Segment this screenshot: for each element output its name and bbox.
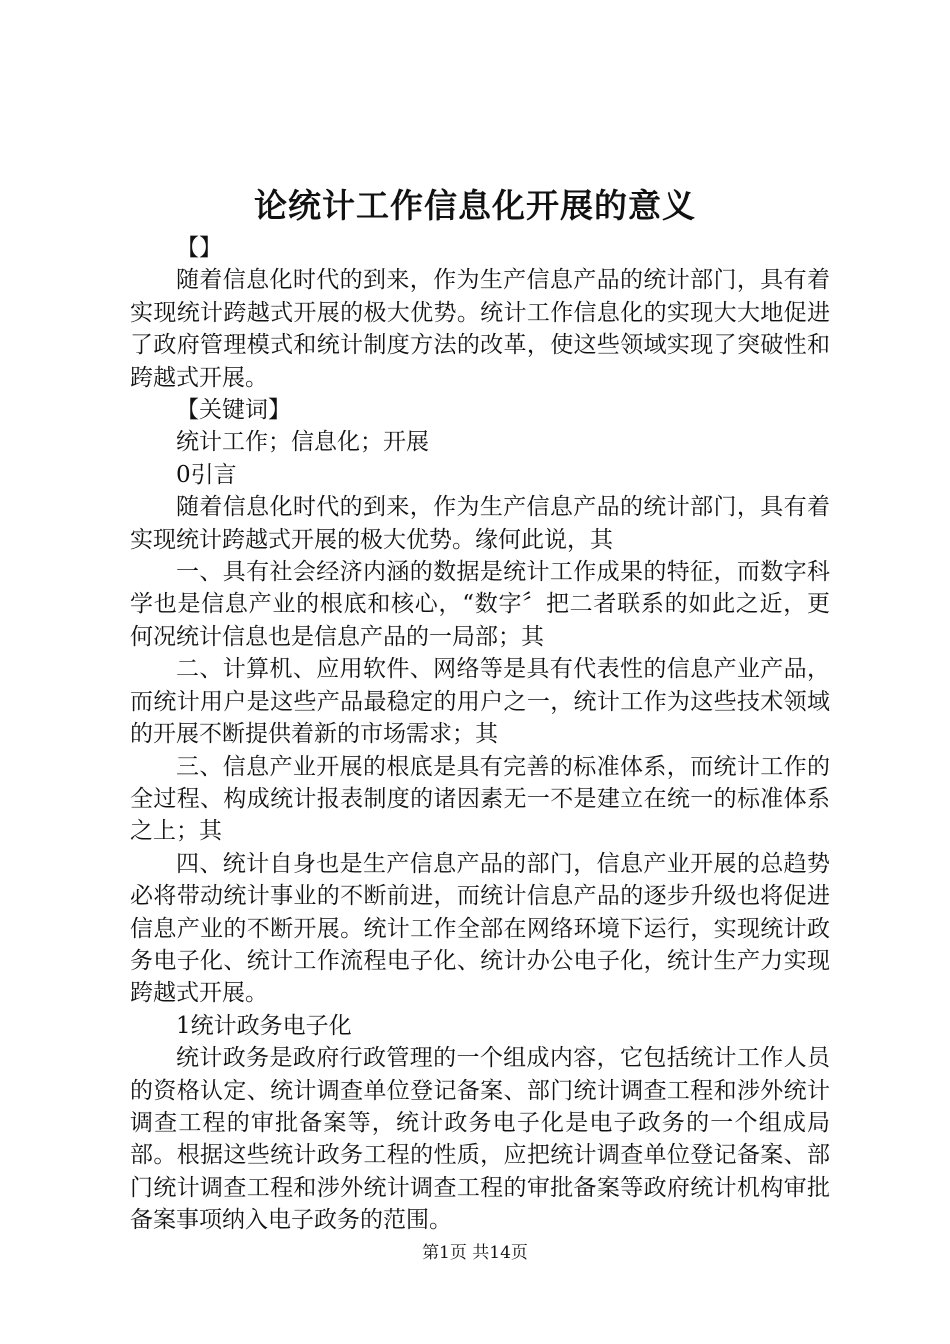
document-title: 论统计工作信息化开展的意义 [254,186,696,225]
section-heading-introduction: 0引言 [176,461,237,488]
body-paragraph: 二、计算机、应用软件、网络等是具有代表性的信息产业产品，而统计用户是这些产品最稳定的用户之一，统计工作为这些技术领域的开展不断提供着新的市场需求；其 [130,656,830,748]
abstract-paragraph: 随着信息化时代的到来，作为生产信息产品的统计部门，具有着实现统计跨越式开展的极大优势。统计工作信息化的实现大大地促进了政府管理模式和统计制度方法的改革，使这些领域实现了突破性和跨越式开展。 [130,267,830,391]
document-body [130,232,830,1237]
page-footer: 第1页 共14页 [422,1243,528,1263]
body-paragraph: 随着信息化时代的到来，作为生产信息产品的统计部门，具有着实现统计跨越式开展的极大优势。缘何此说，其 [130,494,830,553]
keywords-list: 统计工作；信息化；开展 [176,429,429,456]
section-heading-e-government: 1统计政务电子化 [176,1012,352,1039]
body-paragraph: 统计政务是政府行政管理的一个组成内容，它包括统计工作人员的资格认定、统计调查单位登记备案、部门统计调查工程和涉外统计调查工程的审批备案等，统计政务电子化是电子政务的一个组成局部。根据这些统计政务工程的性质，应把统计调查单位登记备案、部门统计调查工程和涉外统计调查工程的审批备案等政府统计机构审批备案事项纳入电子政务的范围。 [130,1045,830,1234]
body-paragraph: 三、信息产业开展的根底是具有完善的标准体系，而统计工作的全过程、构成统计报表制度的诸因素无一不是建立在统一的标准体系之上；其 [130,753,830,845]
abstract-marker: 【】 [176,235,222,261]
keywords-heading: 【关键词】 [176,397,291,424]
body-paragraph: 一、具有社会经济内涵的数据是统计工作成果的特征，而数字科学也是信息产业的根底和核心，“数字〞把二者联系的如此之近，更何况统计信息也是信息产品的一局部；其 [130,559,830,650]
body-paragraph: 四、统计自身也是生产信息产品的部门，信息产业开展的总趋势必将带动统计事业的不断前进，而统计信息产品的逐步升级也将促进信息产业的不断开展。统计工作全部在网络环境下运行，实现统计政务电子化、统计工作流程电子化、统计办公电子化，统计生产力实现跨越式开展。 [130,850,830,1007]
